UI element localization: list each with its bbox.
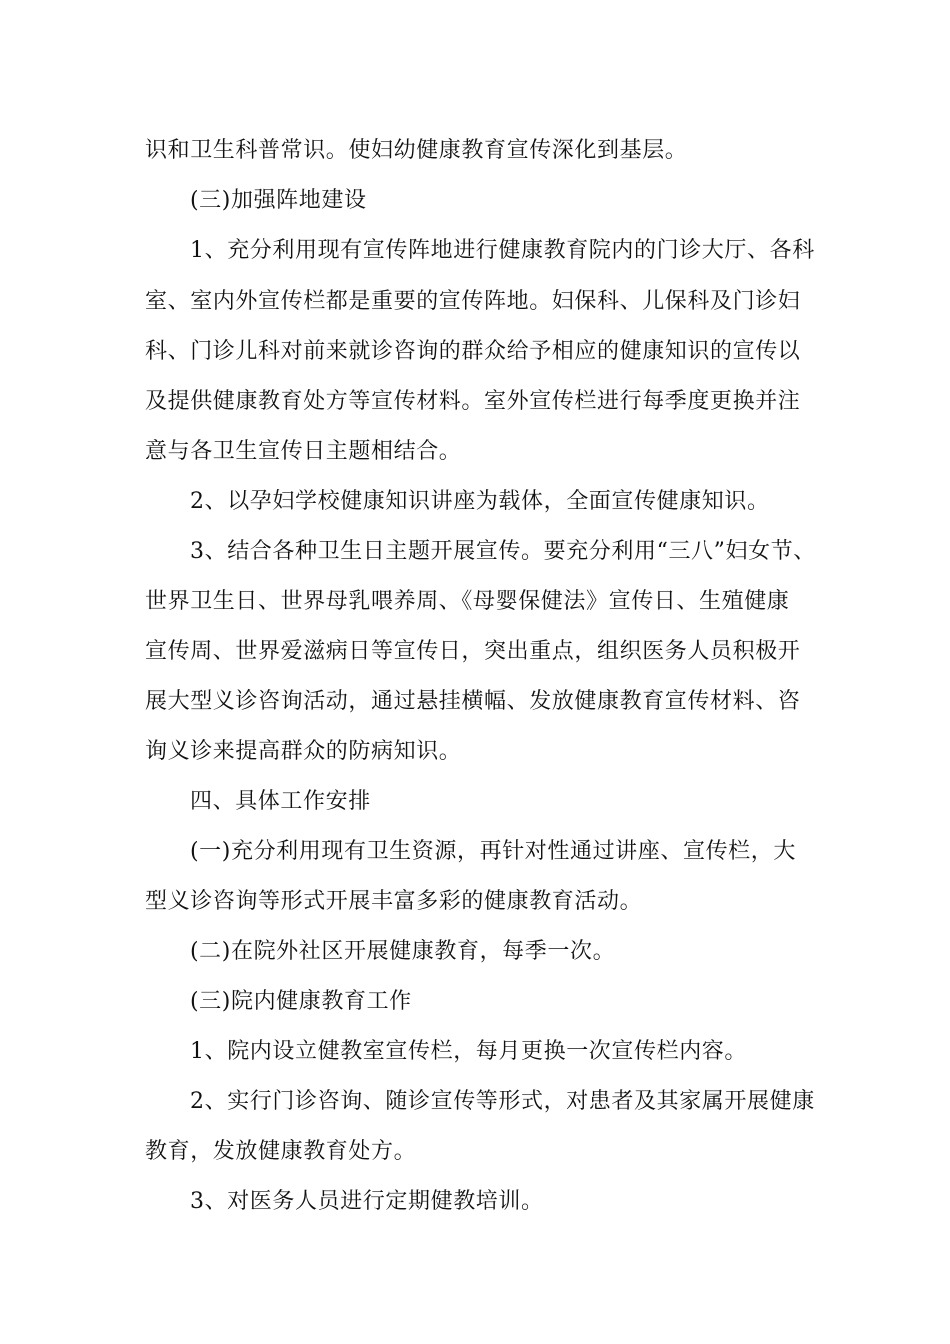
text-line: 展大型义诊咨询活动，通过悬挂横幅、发放健康教育宣传材料、咨 [145,689,801,714]
section-heading: 四、具体工作安排 [190,789,371,814]
text-line: 询义诊来提高群众的防病知识。 [145,739,462,764]
text-line: 意与各卫生宣传日主题相结合。 [145,439,462,464]
text-line: 型义诊咨询等形式开展丰富多彩的健康教育活动。 [145,889,643,914]
text-line: 2、实行门诊咨询、随诊宣传等形式，对患者及其家属开展健康 [190,1089,815,1114]
text-line: 宣传周、世界爱滋病日等宣传日，突出重点，组织医务人员积极开 [145,639,801,664]
text-line: 科、门诊儿科对前来就诊咨询的群众给予相应的健康知识的宣传以 [145,339,801,364]
text-line: 及提供健康教育处方等宣传材料。室外宣传栏进行每季度更换并注 [145,389,801,414]
text-line: 教育，发放健康教育处方。 [145,1139,417,1164]
text-line: (一)充分利用现有卫生资源，再针对性通过讲座、宣传栏，大 [190,839,796,864]
section-heading: (三)院内健康教育工作 [190,989,412,1014]
section-heading: (三)加强阵地建设 [190,188,367,213]
text-line: 世界卫生日、世界母乳喂养周、《母婴保健法》宣传日、生殖健康 [145,589,790,614]
text-line: 1、院内设立健教室宣传栏，每月更换一次宣传栏内容。 [190,1039,747,1064]
text-line: 2、以孕妇学校健康知识讲座为载体，全面宣传健康知识。 [190,489,770,514]
text-line: 识和卫生科普常识。使妇幼健康教育宣传深化到基层。 [145,138,688,163]
text-line: (二)在院外社区开展健康教育，每季一次。 [190,939,616,964]
text-line: 室、室内外宣传栏都是重要的宣传阵地。妇保科、儿保科及门诊妇 [145,289,801,314]
text-line: 1、充分利用现有宣传阵地进行健康教育院内的门诊大厅、各科 [190,238,815,263]
text-line: 3、结合各种卫生日主题开展宣传。要充分利用“三八”妇女节、 [190,539,816,564]
text-line: 3、对医务人员进行定期健教培训。 [190,1189,544,1214]
